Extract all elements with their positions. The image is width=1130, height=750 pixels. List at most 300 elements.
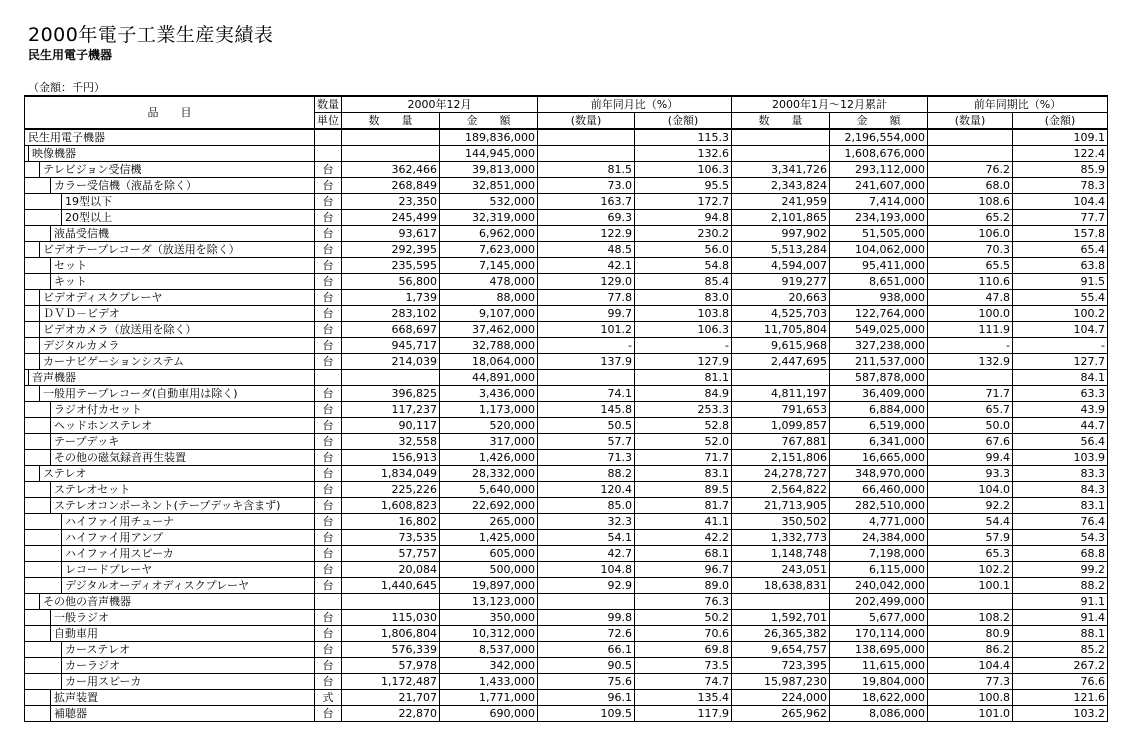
cum-yoy-qty: 50.0 — [928, 418, 1013, 434]
cum-yoy-amount: 85.9 — [1013, 162, 1108, 178]
header-cumulative: 2000年1月～12月累計 — [732, 96, 928, 113]
item-name: その他の磁気録音再生装置 — [50, 450, 314, 465]
cum-qty: 26,365,382 — [732, 626, 830, 642]
month-yoy-qty: 48.5 — [538, 242, 635, 258]
unit-cell: 台 — [315, 274, 342, 290]
month-amount: 19,897,000 — [440, 578, 538, 594]
item-cell — [25, 274, 315, 290]
table-row — [25, 242, 1108, 258]
item-name: ビデオテープレコーダ（放送用を除く） — [39, 242, 314, 257]
item-name: ハイファイ用チューナ — [61, 514, 314, 529]
month-amount: 1,426,000 — [440, 450, 538, 466]
unit-cell: 台 — [315, 466, 342, 482]
month-amount: 520,000 — [440, 418, 538, 434]
month-yoy-amount: 74.7 — [635, 674, 732, 690]
cum-amount: 170,114,000 — [830, 626, 928, 642]
cum-qty: 1,148,748 — [732, 546, 830, 562]
cum-yoy-amount: 100.2 — [1013, 306, 1108, 322]
table-row — [25, 146, 1108, 162]
unit-cell: 台 — [315, 162, 342, 178]
month-yoy-qty: 99.8 — [538, 610, 635, 626]
item-cell — [25, 578, 315, 594]
unit-cell: 台 — [315, 194, 342, 210]
item-name: ビデオカメラ（放送用を除く） — [39, 322, 314, 337]
cum-amount: 348,970,000 — [830, 466, 928, 482]
cum-yoy-amount: 103.9 — [1013, 450, 1108, 466]
month-qty: 20,084 — [342, 562, 440, 578]
item-name: 拡声装置 — [50, 690, 314, 705]
cum-amount: 66,460,000 — [830, 482, 928, 498]
item-name: 民生用電子機器 — [28, 131, 105, 144]
month-qty — [342, 146, 440, 162]
month-qty: 1,172,487 — [342, 674, 440, 690]
page-title: 2000年電子工業生産実績表 — [28, 24, 274, 46]
month-yoy-amount: 96.7 — [635, 562, 732, 578]
cum-yoy-amount: 157.8 — [1013, 226, 1108, 242]
item-cell — [25, 290, 315, 306]
cum-amount: 5,677,000 — [830, 610, 928, 626]
header-qty-unit-bottom: 単位 — [315, 113, 342, 130]
month-yoy-amount: 85.4 — [635, 274, 732, 290]
item-name: 補聴器 — [50, 706, 314, 721]
cum-yoy-amount: 78.3 — [1013, 178, 1108, 194]
item-cell — [25, 562, 315, 578]
table-row — [25, 338, 1108, 354]
month-yoy-qty: 163.7 — [538, 194, 635, 210]
item-cell — [25, 498, 315, 514]
cum-qty: 243,051 — [732, 562, 830, 578]
month-amount: 265,000 — [440, 514, 538, 530]
cum-yoy-amount: 83.1 — [1013, 498, 1108, 514]
cum-qty: 21,713,905 — [732, 498, 830, 514]
month-yoy-amount: 56.0 — [635, 242, 732, 258]
unit-cell: 台 — [315, 706, 342, 722]
cum-yoy-qty: 65.3 — [928, 546, 1013, 562]
table-row — [25, 258, 1108, 274]
cum-yoy-amount: 77.7 — [1013, 210, 1108, 226]
item-cell — [25, 466, 315, 482]
cum-yoy-qty: 92.2 — [928, 498, 1013, 514]
month-yoy-qty: 74.1 — [538, 386, 635, 402]
header-cumulative-yoy: 前年同期比（%） — [928, 96, 1108, 113]
cum-yoy-qty: 86.2 — [928, 642, 1013, 658]
cum-amount: 104,062,000 — [830, 242, 928, 258]
month-yoy-amount: 253.3 — [635, 402, 732, 418]
month-amount: 3,436,000 — [440, 386, 538, 402]
cum-yoy-amount: 85.2 — [1013, 642, 1108, 658]
unit-cell: 台 — [315, 482, 342, 498]
month-amount: 10,312,000 — [440, 626, 538, 642]
month-amount: 7,145,000 — [440, 258, 538, 274]
month-qty: 23,350 — [342, 194, 440, 210]
header-month-yoy: 前年同月比（%） — [538, 96, 732, 113]
month-yoy-qty: 71.3 — [538, 450, 635, 466]
item-cell — [25, 610, 315, 626]
table-row — [25, 466, 1108, 482]
unit-cell: 台 — [315, 322, 342, 338]
month-yoy-qty: 42.7 — [538, 546, 635, 562]
cum-yoy-qty: 54.4 — [928, 514, 1013, 530]
header-cum-amount: 金 額 — [830, 113, 928, 130]
month-amount: 478,000 — [440, 274, 538, 290]
cum-amount: 241,607,000 — [830, 178, 928, 194]
table-row — [25, 690, 1108, 706]
month-qty: 576,339 — [342, 642, 440, 658]
month-yoy-qty — [538, 146, 635, 162]
month-yoy-amount: 89.0 — [635, 578, 732, 594]
cum-qty: 1,332,773 — [732, 530, 830, 546]
cum-qty: 2,343,824 — [732, 178, 830, 194]
month-yoy-amount: 117.9 — [635, 706, 732, 722]
month-qty: 90,117 — [342, 418, 440, 434]
cum-amount: 327,238,000 — [830, 338, 928, 354]
month-amount: 350,000 — [440, 610, 538, 626]
month-yoy-qty: 92.9 — [538, 578, 635, 594]
item-cell — [25, 514, 315, 530]
item-name: ステレオセット — [50, 482, 314, 497]
month-amount: 22,692,000 — [440, 498, 538, 514]
month-amount: 88,000 — [440, 290, 538, 306]
unit-cell: 台 — [315, 258, 342, 274]
cum-yoy-amount: - — [1013, 338, 1108, 354]
month-yoy-amount: 81.1 — [635, 370, 732, 386]
month-qty: 117,237 — [342, 402, 440, 418]
month-qty: 115,030 — [342, 610, 440, 626]
cum-yoy-amount: 63.3 — [1013, 386, 1108, 402]
cum-qty: 997,902 — [732, 226, 830, 242]
month-qty: 225,226 — [342, 482, 440, 498]
month-qty: 16,802 — [342, 514, 440, 530]
month-qty: 73,535 — [342, 530, 440, 546]
month-yoy-amount: 83.0 — [635, 290, 732, 306]
header-month-yoy-amount: (金額) — [635, 113, 732, 130]
item-cell — [25, 386, 315, 402]
item-name: 一般用テープレコーダ(自動車用は除く) — [39, 386, 314, 401]
cum-amount: 587,878,000 — [830, 370, 928, 386]
item-name: ハイファイ用アンプ — [61, 530, 314, 545]
cum-qty: 2,447,695 — [732, 354, 830, 370]
month-yoy-amount: 76.3 — [635, 594, 732, 610]
item-cell — [25, 642, 315, 658]
cum-qty: 3,341,726 — [732, 162, 830, 178]
month-amount: 7,623,000 — [440, 242, 538, 258]
table-row — [25, 178, 1108, 194]
table-row — [25, 306, 1108, 322]
unit-cell: 台 — [315, 626, 342, 642]
item-cell — [25, 434, 315, 450]
unit-cell: 台 — [315, 306, 342, 322]
unit-cell: 台 — [315, 210, 342, 226]
month-yoy-qty: 72.6 — [538, 626, 635, 642]
month-yoy-qty: 77.8 — [538, 290, 635, 306]
unit-cell: 台 — [315, 514, 342, 530]
cum-yoy-qty: - — [928, 338, 1013, 354]
month-amount: 1,433,000 — [440, 674, 538, 690]
month-qty: 1,834,049 — [342, 466, 440, 482]
month-yoy-amount: 52.0 — [635, 434, 732, 450]
table-row — [25, 226, 1108, 242]
cum-qty — [732, 594, 830, 610]
month-yoy-qty: 50.5 — [538, 418, 635, 434]
month-yoy-qty: 96.1 — [538, 690, 635, 706]
item-name: レコードプレーヤ — [61, 562, 314, 577]
month-qty: 292,395 — [342, 242, 440, 258]
cum-qty: 2,564,822 — [732, 482, 830, 498]
item-cell — [25, 242, 315, 258]
item-name: ヘッドホンステレオ — [50, 418, 314, 433]
month-yoy-amount: - — [635, 338, 732, 354]
cum-amount: 51,505,000 — [830, 226, 928, 242]
month-yoy-amount: 95.5 — [635, 178, 732, 194]
cum-yoy-qty: 47.8 — [928, 290, 1013, 306]
table-row — [25, 210, 1108, 226]
table-row — [25, 274, 1108, 290]
cum-amount: 6,115,000 — [830, 562, 928, 578]
cum-yoy-qty: 93.3 — [928, 466, 1013, 482]
cum-qty: 18,638,831 — [732, 578, 830, 594]
item-name: カラー受信機（液晶を除く） — [50, 178, 314, 193]
item-cell — [25, 594, 315, 610]
cum-amount: 8,086,000 — [830, 706, 928, 722]
month-qty: 32,558 — [342, 434, 440, 450]
month-yoy-qty: 122.9 — [538, 226, 635, 242]
table-row — [25, 290, 1108, 306]
cum-yoy-amount: 91.5 — [1013, 274, 1108, 290]
month-amount: 690,000 — [440, 706, 538, 722]
table-row — [25, 594, 1108, 610]
month-yoy-amount: 71.7 — [635, 450, 732, 466]
cum-amount: 1,608,676,000 — [830, 146, 928, 162]
cum-qty: 265,962 — [732, 706, 830, 722]
month-yoy-amount: 135.4 — [635, 690, 732, 706]
cum-amount: 95,411,000 — [830, 258, 928, 274]
month-yoy-qty: 81.5 — [538, 162, 635, 178]
item-cell — [25, 370, 315, 386]
cum-yoy-amount: 54.3 — [1013, 530, 1108, 546]
cum-qty: 5,513,284 — [732, 242, 830, 258]
month-amount: 9,107,000 — [440, 306, 538, 322]
cum-yoy-qty — [928, 146, 1013, 162]
cum-qty: 1,592,701 — [732, 610, 830, 626]
cum-yoy-qty: 76.2 — [928, 162, 1013, 178]
table-row — [25, 129, 1108, 146]
month-amount: 1,771,000 — [440, 690, 538, 706]
item-name: ステレオコンポーネント(テープデッキ含まず) — [50, 498, 314, 513]
month-amount: 605,000 — [440, 546, 538, 562]
item-name: ＤＶＤ－ビデオ — [39, 306, 314, 321]
cum-yoy-qty: 111.9 — [928, 322, 1013, 338]
amount-unit-note: （金額：千円） — [28, 81, 105, 94]
cum-yoy-amount: 44.7 — [1013, 418, 1108, 434]
unit-cell: 式 — [315, 690, 342, 706]
unit-cell: 台 — [315, 418, 342, 434]
cum-yoy-qty: 57.9 — [928, 530, 1013, 546]
cum-yoy-amount: 127.7 — [1013, 354, 1108, 370]
month-yoy-qty: 109.5 — [538, 706, 635, 722]
month-amount: 44,891,000 — [440, 370, 538, 386]
month-qty: 22,870 — [342, 706, 440, 722]
cum-amount: 18,622,000 — [830, 690, 928, 706]
item-cell — [25, 226, 315, 242]
item-cell — [25, 306, 315, 322]
item-cell — [25, 546, 315, 562]
month-qty: 235,595 — [342, 258, 440, 274]
item-name: 自動車用 — [50, 626, 314, 641]
month-amount: 37,462,000 — [440, 322, 538, 338]
header-month-yoy-qty: (数量) — [538, 113, 635, 130]
cum-yoy-qty: 68.0 — [928, 178, 1013, 194]
cum-qty: 919,277 — [732, 274, 830, 290]
cum-yoy-amount: 56.4 — [1013, 434, 1108, 450]
item-name: 音声機器 — [28, 370, 314, 385]
cum-amount: 2,196,554,000 — [830, 129, 928, 146]
cum-amount: 8,651,000 — [830, 274, 928, 290]
item-cell — [25, 530, 315, 546]
cum-amount: 240,042,000 — [830, 578, 928, 594]
header-month-amount: 金 額 — [440, 113, 538, 130]
cum-yoy-amount: 88.2 — [1013, 578, 1108, 594]
month-yoy-amount: 230.2 — [635, 226, 732, 242]
cum-yoy-qty: 70.3 — [928, 242, 1013, 258]
month-amount: 8,537,000 — [440, 642, 538, 658]
cum-qty: 11,705,804 — [732, 322, 830, 338]
cum-yoy-amount: 121.6 — [1013, 690, 1108, 706]
unit-cell: 台 — [315, 562, 342, 578]
month-yoy-qty — [538, 129, 635, 146]
month-yoy-qty: 120.4 — [538, 482, 635, 498]
item-cell — [25, 706, 315, 722]
cum-amount: 6,519,000 — [830, 418, 928, 434]
month-qty: 245,499 — [342, 210, 440, 226]
cum-yoy-amount: 76.6 — [1013, 674, 1108, 690]
unit-cell — [315, 594, 342, 610]
cum-yoy-qty: 77.3 — [928, 674, 1013, 690]
table-row — [25, 482, 1108, 498]
unit-cell — [315, 146, 342, 162]
cum-yoy-amount: 122.4 — [1013, 146, 1108, 162]
cum-yoy-amount: 76.4 — [1013, 514, 1108, 530]
month-yoy-qty: 129.0 — [538, 274, 635, 290]
month-yoy-amount: 83.1 — [635, 466, 732, 482]
table-row — [25, 162, 1108, 178]
unit-cell: 台 — [315, 226, 342, 242]
cum-yoy-qty: 108.6 — [928, 194, 1013, 210]
item-name: カーナビゲーションシステム — [39, 354, 314, 369]
month-qty: 156,913 — [342, 450, 440, 466]
cum-qty: 767,881 — [732, 434, 830, 450]
month-yoy-qty: 145.8 — [538, 402, 635, 418]
month-amount: 32,788,000 — [440, 338, 538, 354]
cum-yoy-qty — [928, 594, 1013, 610]
unit-cell: 台 — [315, 242, 342, 258]
month-yoy-amount: 54.8 — [635, 258, 732, 274]
item-name: 19型以下 — [61, 194, 314, 209]
unit-cell: 台 — [315, 450, 342, 466]
cum-amount: 234,193,000 — [830, 210, 928, 226]
item-name: カーステレオ — [61, 642, 314, 657]
item-cell — [25, 690, 315, 706]
unit-cell — [315, 129, 342, 146]
cum-yoy-amount: 91.4 — [1013, 610, 1108, 626]
table-row — [25, 386, 1108, 402]
month-amount: 13,123,000 — [440, 594, 538, 610]
month-amount: 1,425,000 — [440, 530, 538, 546]
cum-qty: 4,811,197 — [732, 386, 830, 402]
cum-yoy-amount: 88.1 — [1013, 626, 1108, 642]
month-yoy-qty: 57.7 — [538, 434, 635, 450]
month-yoy-qty: 137.9 — [538, 354, 635, 370]
cum-qty — [732, 370, 830, 386]
cum-amount: 11,615,000 — [830, 658, 928, 674]
item-cell — [25, 354, 315, 370]
cum-yoy-qty: 104.0 — [928, 482, 1013, 498]
cum-amount: 211,537,000 — [830, 354, 928, 370]
cum-yoy-amount: 63.8 — [1013, 258, 1108, 274]
unit-cell: 台 — [315, 498, 342, 514]
cum-yoy-qty: 110.6 — [928, 274, 1013, 290]
table-row — [25, 706, 1108, 722]
cum-qty: 24,278,727 — [732, 466, 830, 482]
cum-amount: 16,665,000 — [830, 450, 928, 466]
cum-qty: 20,663 — [732, 290, 830, 306]
month-amount: 317,000 — [440, 434, 538, 450]
month-yoy-amount: 94.8 — [635, 210, 732, 226]
month-amount: 5,640,000 — [440, 482, 538, 498]
unit-cell: 台 — [315, 530, 342, 546]
month-yoy-qty: 101.2 — [538, 322, 635, 338]
cum-qty: 4,525,703 — [732, 306, 830, 322]
item-name: セット — [50, 258, 314, 273]
month-qty: 268,849 — [342, 178, 440, 194]
month-qty: 57,757 — [342, 546, 440, 562]
header-month: 2000年12月 — [342, 96, 538, 113]
unit-cell: 台 — [315, 290, 342, 306]
month-qty — [342, 594, 440, 610]
table-row — [25, 418, 1108, 434]
cum-amount: 6,884,000 — [830, 402, 928, 418]
unit-cell: 台 — [315, 578, 342, 594]
cum-amount: 938,000 — [830, 290, 928, 306]
month-amount: 1,173,000 — [440, 402, 538, 418]
cum-yoy-qty — [928, 370, 1013, 386]
item-name: カーラジオ — [61, 658, 314, 673]
header-cum-qty: 数 量 — [732, 113, 830, 130]
cum-qty: 241,959 — [732, 194, 830, 210]
table-row — [25, 434, 1108, 450]
cum-yoy-qty: 65.7 — [928, 402, 1013, 418]
item-name: その他の音声機器 — [39, 594, 314, 609]
month-amount: 28,332,000 — [440, 466, 538, 482]
cum-amount: 24,384,000 — [830, 530, 928, 546]
month-yoy-qty: 88.2 — [538, 466, 635, 482]
page-subtitle: 民生用電子機器 — [28, 48, 113, 62]
table-row — [25, 322, 1108, 338]
month-qty: 668,697 — [342, 322, 440, 338]
month-yoy-amount: 81.7 — [635, 498, 732, 514]
month-yoy-amount: 132.6 — [635, 146, 732, 162]
cum-yoy-qty: 99.4 — [928, 450, 1013, 466]
cum-qty: 2,101,865 — [732, 210, 830, 226]
cum-amount: 7,414,000 — [830, 194, 928, 210]
cum-amount: 282,510,000 — [830, 498, 928, 514]
cum-amount: 138,695,000 — [830, 642, 928, 658]
unit-cell: 台 — [315, 674, 342, 690]
item-cell — [25, 482, 315, 498]
item-name: 液晶受信機 — [50, 226, 314, 241]
month-qty: 214,039 — [342, 354, 440, 370]
header-cum-yoy-qty: (数量) — [928, 113, 1013, 130]
item-cell — [25, 129, 315, 146]
